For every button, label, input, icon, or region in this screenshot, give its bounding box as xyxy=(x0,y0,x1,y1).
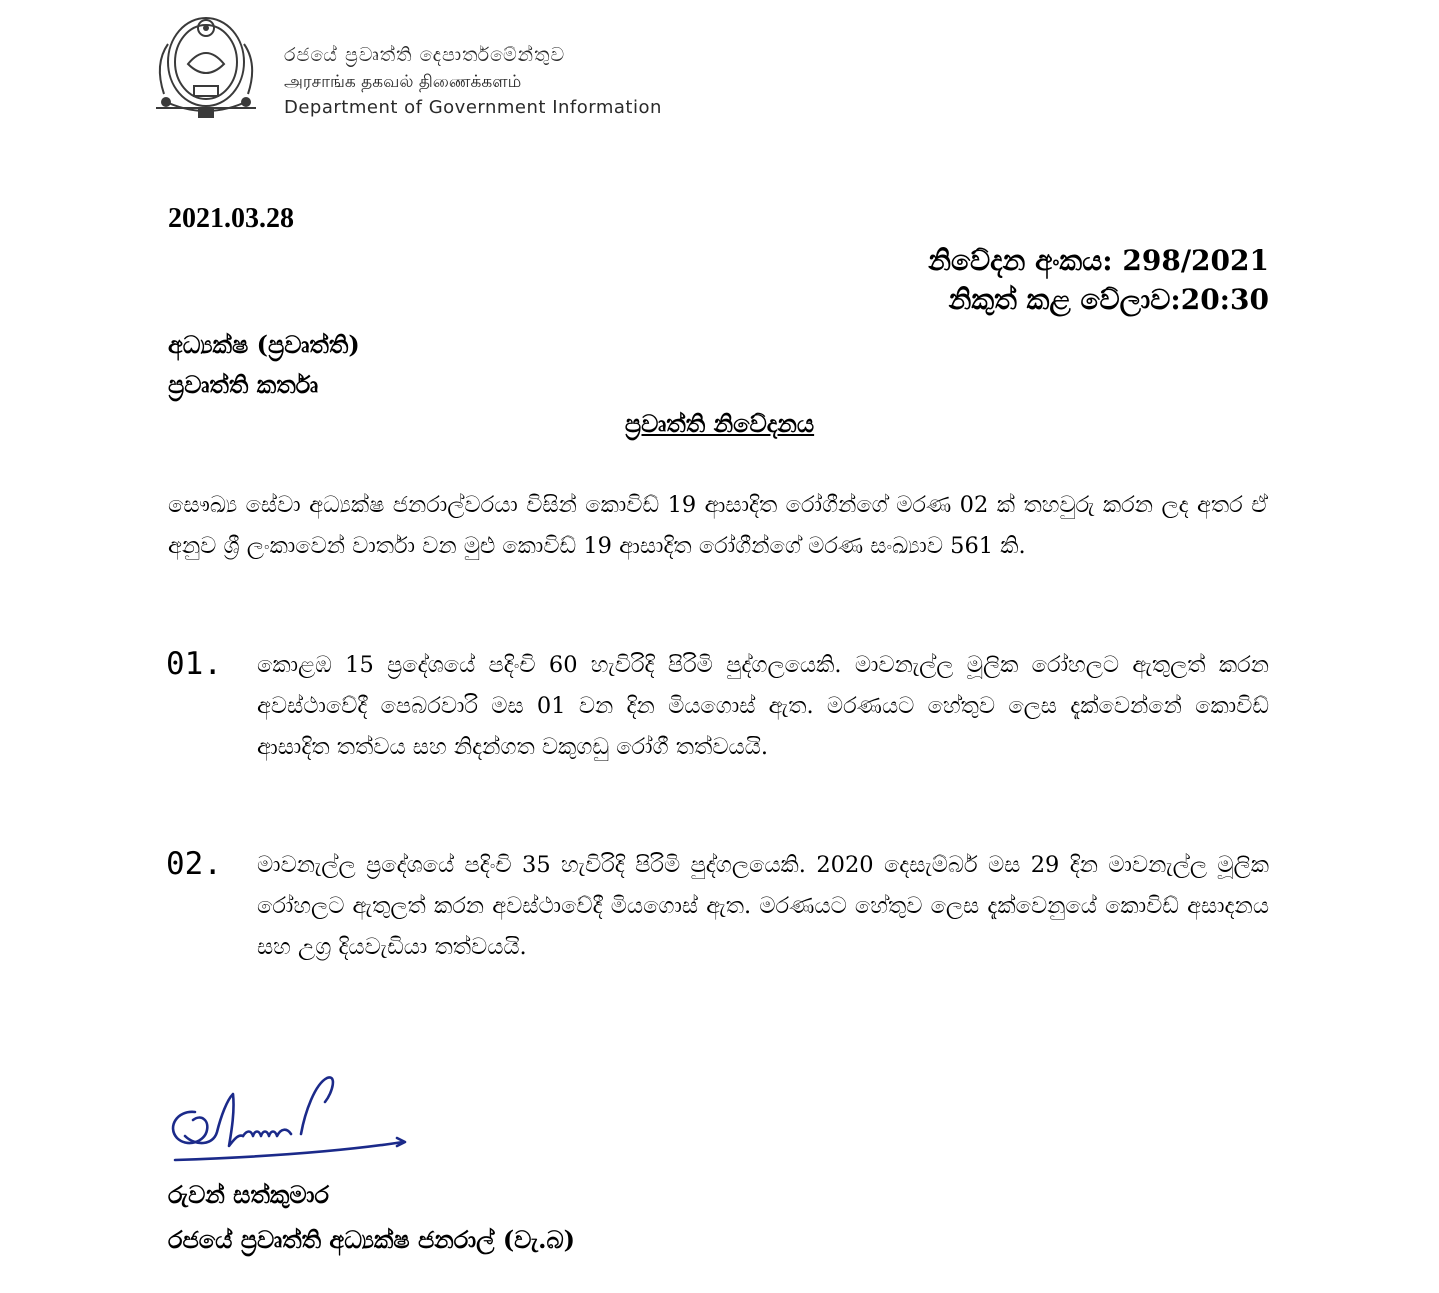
release-date: 2021.03.28 xyxy=(168,203,294,234)
item-text: කොළඹ 15 ප්‍රදේශයේ පදිංචි 60 හැවිරිදි පිරිමි පුද්ගලයෙකි. මාවනැල්ල මූලික රෝහලට ඇතුලත් කරන අවස්ථාවේදී පෙබරවාරි මස 01 වන දින මියගොස් ඇත. මරණයට හේතුව ලෙස දැක්වෙන්නේ කොවිඩ් ආසාදිත තත්වය සහ නිදන්ගත වකුගඩු රෝගී තත්වයයි. xyxy=(257,652,1269,760)
reference-number: නිවේදන අංකය: 298/2021 xyxy=(928,244,1269,277)
letterhead-tamil: அரசாங்க தகவல் திணைக்களம் xyxy=(284,72,522,92)
intro-paragraph: සෞඛ්‍ය සේවා අධ්‍යක්ෂ ජනරාල්වරයා විසින් කොවිඩ් 19 ආසාදිත රෝගීන්ගේ මරණ 02 ක් තහවුරු කරන ලද අතර ඒ අනුව ශ්‍රී ලංකාවෙන් වාර්තා වන මුළු කොවිඩ් 19 ආසාදිත රෝගීන්ගේ මරණ සංඛ්‍යාව 561 කි. xyxy=(168,492,1268,559)
government-emblem-icon xyxy=(148,4,276,122)
letterhead-sinhala: රජයේ ප්‍රවෘත්ති දෙපාර්තමේන්තුව xyxy=(284,44,566,66)
handwritten-signature xyxy=(165,1072,410,1172)
recipient-director: අධ්‍යක්ෂ (ප්‍රවෘත්ති) xyxy=(168,330,360,359)
item-number: 02. xyxy=(166,846,222,882)
document-title-text: ප්‍රවෘත්ති නිවේදනය xyxy=(624,409,815,438)
signatory-title: රජයේ ප්‍රවෘත්ති අධ්‍යක්ෂ ජනරාල් (වැ.බ) xyxy=(168,1225,575,1254)
recipient-editor: ප්‍රවෘත්ති කර්තෘ xyxy=(168,370,319,399)
letterhead-english: Department of Government Information xyxy=(284,97,662,118)
document-title xyxy=(0,409,1439,438)
letterhead xyxy=(148,4,718,122)
signatory-name: රුවන් සත්කුමාර xyxy=(168,1180,330,1209)
item-text: මාවනැල්ල ප්‍රදේශයේ පදිංචි 35 හැවිරිදි පිරිමි පුද්ගලයෙකි. 2020 දෙසැම්බර් මස 29 දින මාවනැල්ල මූලික රෝහලට ඇතුලත් කරන අවස්ථාවේදී මියගොස් ඇත. මරණයට හේතුව ලෙස දැක්වෙනුයේ කොවිඩ් අසාදනය සහ උග්‍ර දියවැඩියා තත්වයයි. xyxy=(257,852,1269,960)
release-time: නිකුත් කළ වේලාව:20:30 xyxy=(948,283,1269,316)
item-number: 01. xyxy=(166,646,222,682)
